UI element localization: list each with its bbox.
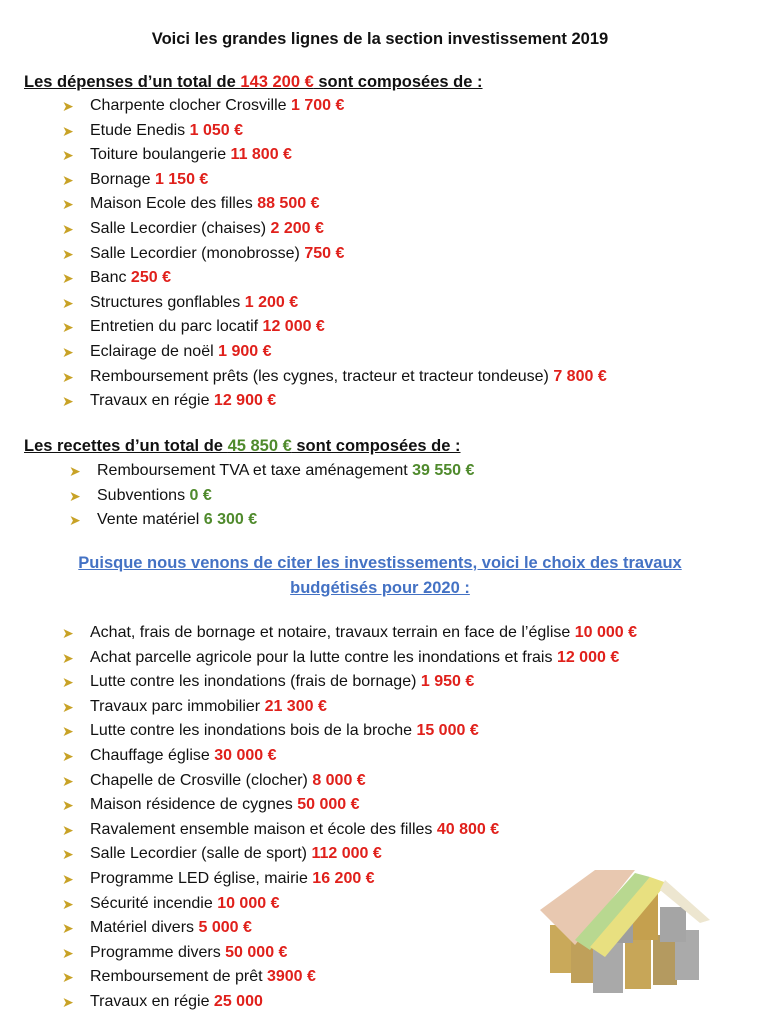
item-label: Remboursement prêts (les cygnes, tracteur et tracteur tondeuse) — [90, 367, 554, 385]
arrow-bullet-icon: ➤ — [62, 969, 74, 986]
item-label: Charpente clocher Crosville — [90, 97, 291, 114]
money-house-image — [535, 865, 710, 1000]
item-amount: 15 000 € — [416, 722, 479, 740]
arrow-bullet-icon: ➤ — [62, 294, 74, 311]
item-label: Salle Lecordier (chaises) — [90, 219, 271, 237]
recettes-list — [69, 459, 474, 533]
item-label: Banc — [90, 269, 131, 287]
heading-text: sont composées de : — [291, 437, 461, 455]
item-label: Entretien du parc locatif — [90, 318, 263, 336]
list-item — [62, 670, 637, 695]
arrow-bullet-icon: ➤ — [62, 270, 74, 287]
item-amount: 7 800 € — [553, 367, 607, 385]
item-amount: 30 000 € — [214, 746, 277, 764]
item-label: Sécurité incendie — [90, 894, 218, 912]
item-amount: 1 200 € — [244, 293, 299, 311]
item-amount: 16 200 € — [312, 869, 375, 887]
heading-text: sont composées de : — [313, 73, 483, 91]
item-amount: 10 000 € — [574, 624, 638, 641]
list-item — [62, 389, 607, 414]
list-item — [62, 744, 637, 769]
arrow-bullet-icon: ➤ — [62, 171, 74, 188]
list-item — [62, 266, 607, 291]
item-amount: 12 900 € — [213, 392, 277, 410]
item-label: Chapelle de Crosville (clocher) — [90, 771, 313, 789]
item-amount: 39 550 € — [412, 462, 475, 479]
arrow-bullet-icon: ➤ — [62, 245, 74, 262]
heading-text: Les dépenses d’un total de — [24, 73, 241, 91]
arrow-bullet-icon: ➤ — [62, 846, 74, 863]
item-amount: 1 150 € — [154, 170, 209, 188]
heading-text: Les recettes d’un total de — [24, 437, 228, 455]
item-label: Travaux en régie — [90, 992, 214, 1010]
item-amount: 5 000 € — [198, 919, 252, 937]
arrow-bullet-icon: ➤ — [62, 393, 74, 410]
arrow-bullet-icon: ➤ — [62, 920, 74, 937]
item-label: Vente matériel — [97, 511, 204, 529]
item-amount: 2 200 € — [270, 219, 324, 237]
item-amount: 50 000 € — [297, 796, 360, 814]
item-amount: 112 000 € — [311, 845, 382, 863]
list-item — [62, 168, 607, 193]
arrow-bullet-icon: ➤ — [62, 196, 74, 213]
list-item — [62, 818, 637, 843]
arrow-bullet-icon: ➤ — [62, 625, 74, 641]
item-label: Salle Lecordier (salle de sport) — [90, 845, 312, 863]
arrow-bullet-icon: ➤ — [62, 723, 74, 740]
item-label: Programme divers — [90, 943, 226, 961]
arrow-bullet-icon: ➤ — [62, 895, 74, 912]
item-label: Remboursement TVA et taxe aménagement — [97, 462, 413, 479]
arrow-bullet-icon: ➤ — [62, 993, 74, 1010]
list-item — [62, 242, 607, 267]
item-amount: 12 000 € — [556, 648, 620, 666]
page-title: Voici les grandes lignes de la section investissement 2019 — [151, 30, 609, 48]
travaux-heading-line2: budgétisés pour 2020 : — [290, 579, 470, 597]
item-label: Structures gonflables — [90, 293, 245, 311]
arrow-bullet-icon: ➤ — [62, 747, 74, 764]
arrow-bullet-icon: ➤ — [62, 772, 74, 789]
arrow-bullet-icon: ➤ — [69, 463, 81, 479]
item-amount: 1 050 € — [189, 121, 244, 139]
list-item — [62, 94, 607, 119]
arrow-bullet-icon: ➤ — [62, 698, 74, 715]
item-amount: 750 € — [304, 244, 345, 262]
arrow-bullet-icon: ➤ — [62, 649, 74, 666]
item-label: Toiture boulangerie — [90, 146, 231, 164]
arrow-bullet-icon: ➤ — [62, 870, 74, 887]
item-label: Achat parcelle agricole pour la lutte contre les inondations et frais — [90, 648, 557, 666]
item-amount: 3900 € — [266, 968, 316, 986]
item-label: Travaux parc immobilier — [90, 697, 265, 715]
item-amount: 8 000 € — [312, 771, 366, 789]
item-label: Achat, frais de bornage et notaire, travaux terrain en face de l’église — [90, 624, 575, 641]
item-amount: 1 950 € — [420, 673, 475, 691]
depenses-list — [62, 94, 607, 414]
item-amount: 21 300 € — [264, 697, 327, 715]
list-item — [62, 291, 607, 316]
item-label: Ravalement ensemble maison et école des filles — [90, 820, 437, 838]
item-amount: 88 500 € — [257, 195, 320, 213]
list-item — [62, 192, 607, 217]
list-item — [62, 842, 637, 867]
arrow-bullet-icon: ➤ — [62, 319, 74, 336]
item-label: Programme LED église, mairie — [90, 869, 313, 887]
depenses-heading — [24, 73, 483, 92]
list-item — [62, 719, 637, 744]
item-label: Matériel divers — [90, 919, 199, 937]
item-label: Etude Enedis — [90, 121, 190, 139]
item-amount: 12 000 € — [262, 318, 325, 336]
item-amount: 40 800 € — [436, 820, 500, 838]
list-item — [62, 365, 607, 390]
list-item — [69, 459, 474, 484]
list-item — [62, 769, 637, 794]
arrow-bullet-icon: ➤ — [62, 147, 74, 164]
arrow-bullet-icon: ➤ — [62, 368, 74, 385]
item-amount: 50 000 € — [225, 943, 288, 961]
list-item — [62, 143, 607, 168]
item-label: Salle Lecordier (monobrosse) — [90, 244, 305, 262]
list-item — [62, 217, 607, 242]
item-label: Travaux en régie — [90, 392, 214, 410]
arrow-bullet-icon: ➤ — [62, 944, 74, 961]
item-label: Bornage — [90, 170, 155, 188]
list-item — [62, 119, 607, 144]
arrow-bullet-icon: ➤ — [62, 220, 74, 237]
item-amount: 250 € — [130, 269, 171, 287]
list-item — [62, 621, 637, 646]
item-amount: 11 800 € — [230, 146, 292, 164]
item-label: Lutte contre les inondations (frais de bornage) — [90, 673, 421, 691]
item-amount: 25 000 — [213, 992, 263, 1010]
item-amount: 10 000 € — [217, 894, 280, 912]
recettes-heading — [24, 437, 461, 456]
arrow-bullet-icon: ➤ — [62, 674, 74, 691]
list-item — [69, 484, 474, 509]
arrow-bullet-icon: ➤ — [62, 343, 74, 360]
item-amount: 6 300 € — [203, 511, 258, 529]
list-item — [69, 508, 474, 533]
list-item — [62, 695, 637, 720]
list-item — [62, 646, 637, 671]
arrow-bullet-icon: ➤ — [69, 512, 81, 529]
depenses-total: 143 200 € — [240, 73, 314, 91]
item-label: Maison Ecole des filles — [90, 195, 258, 213]
arrow-bullet-icon: ➤ — [62, 797, 74, 814]
item-label: Remboursement de prêt — [90, 968, 267, 986]
arrow-bullet-icon: ➤ — [62, 122, 74, 139]
item-label: Subventions — [97, 486, 190, 504]
list-item — [62, 793, 637, 818]
arrow-bullet-icon: ➤ — [69, 487, 81, 504]
item-label: Maison résidence de cygnes — [90, 796, 298, 814]
list-item — [62, 315, 607, 340]
item-label: Eclairage de noël — [90, 342, 219, 360]
list-item — [62, 340, 607, 365]
travaux-heading-line1: Puisque nous venons de citer les investissements, voici le choix des travaux — [78, 554, 682, 572]
arrow-bullet-icon: ➤ — [62, 98, 74, 114]
arrow-bullet-icon: ➤ — [62, 821, 74, 838]
item-label: Lutte contre les inondations bois de la broche — [90, 722, 417, 740]
recettes-total: 45 850 € — [227, 437, 292, 455]
item-amount: 1 900 € — [218, 342, 272, 360]
item-amount: 0 € — [189, 486, 212, 504]
item-amount: 1 700 € — [290, 97, 345, 114]
item-label: Chauffage église — [90, 746, 215, 764]
